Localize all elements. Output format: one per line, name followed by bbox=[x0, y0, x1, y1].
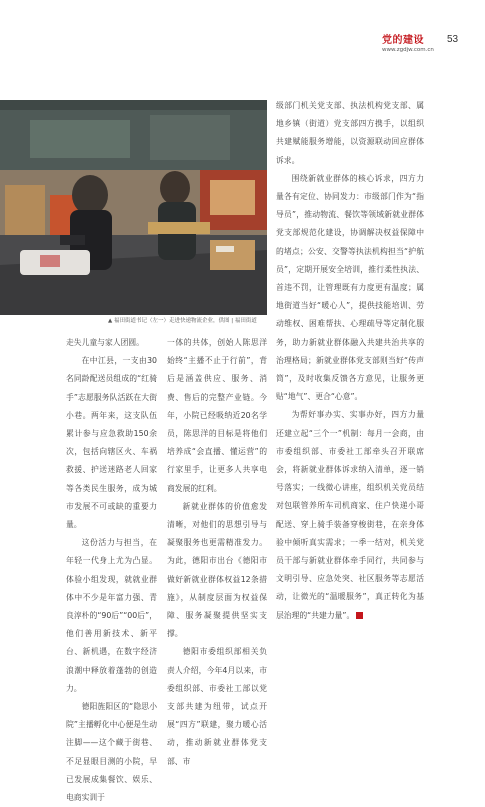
paragraph-text: 为帮好事办实、实事办好，四方力量还建立起“三个一”机制：每月一会商，由市委组织部、市委社工部牵头召开联席会，将新就业群体诉求纳入清单，逐一销号落实；一线微心讲座，组织机关党员结对包联管养所车司机商家、住户快递小哥配送、穿上骑手装备穿梭街巷，在亲身体验中倾听真实需求；一季一结对，机关党员干部与新就业群体牵手同行，共同参与文明引导、应急处突、社区服务等志愿活动，让微光的“温暖服务”，真正转化为基层治理的“共建力量”。 bbox=[276, 410, 424, 620]
paragraph: 围绕新就业群体的核心诉求，四方力量各有定位、协同发力：市级部门作为“指导员”，推动物流、餐饮等领域新就业群体党支部规范化建设，协调解决权益保障中的堵点；公安、交警等执法机构担当“护航员”，定期开展安全培训，推行柔性执法、首违不罚，让管理既有力度更有温度；属地街道当好“暖心人”，提供技能培训、劳动维权、困难帮扶、心理疏导等定制化服务，助力新就业群体融入共建共治共享的治理格局；新就业群体党支部则当好“传声筒”，及时收集反馈各方意见，让服务更贴“地气”、更合“心意”。 bbox=[276, 173, 424, 402]
article-column-1 bbox=[66, 334, 157, 807]
paragraph: 走失儿童与家人团圆。 bbox=[66, 338, 144, 347]
magazine-logo bbox=[382, 31, 436, 53]
page-header bbox=[0, 0, 485, 53]
end-mark-icon bbox=[356, 612, 363, 619]
article-column-2 bbox=[167, 334, 267, 771]
photo-caption: ▲ 福田街道书记（左一）走进快递物流企业，供图 | 福田街道 bbox=[108, 318, 257, 324]
article-photo bbox=[0, 100, 267, 315]
page-number: 53 bbox=[447, 34, 459, 45]
paragraph: 一体的共体，创始人陈思洋始终“主播不止于行前”，背后是涵盖供应、服务、消费、售后的完整产业链。今年，小院已经吸纳近20名学员，陈思洋的目标是将他们培养成“会直播、懂运营”的行家里手，让更多人共享电商发展的红利。 bbox=[167, 338, 267, 493]
paragraph: 级部门机关党支部、执法机构党支部、属地乡镇（街道）党支部四方携手，以组织共建赋能服务增能，以资源联动回应群体诉求。 bbox=[276, 101, 424, 165]
photo-illustration bbox=[0, 100, 267, 315]
paragraph: 德阳市委组织部相关负责人介绍，今年4月以来，市委组织部、市委社工部以党支部共建为纽带，试点开展“四方”联建，聚力暖心活动，推动新就业群体党支部、市 bbox=[167, 647, 267, 766]
magazine-url: www.zgdjw.com.cn bbox=[382, 47, 434, 53]
paragraph: 新就业群体的价值愈发清晰，对他们的思想引导与凝聚服务也更需精准发力。为此，德阳市出台《德阳市做好新就业群体权益12条措施》，从制度层面为权益保障、服务凝聚提供坚实支撑。 bbox=[167, 501, 267, 639]
paragraph: 在中江县，一支由30名同龄配送员组成的“红骑手”志愿服务队活跃在大街小巷。两年来，这支队伍累计参与应急救助150余次，包括向辖区火、车祸救援、护送迷路老人回家等各类民生服务，成为城市发展不可或缺的重要力量。 bbox=[66, 356, 157, 530]
article-column-3 bbox=[276, 97, 424, 625]
paragraph: 德阳旌阳区的“隐思小院”主播孵化中心便是生动注脚——这个藏于街巷、不足显眼目测的小院，早已发展成集餐饮、娱乐、电商实训于 bbox=[66, 702, 157, 803]
paragraph bbox=[276, 406, 424, 624]
magazine-title: 党的建设 bbox=[382, 35, 424, 46]
paragraph: 这份活力与担当，在年轻一代身上尤为凸显。体验小组发现，就就业群体中不少是年富力强、青良淳朴的“90后”“00后”，他们善用新技术、新平台、新机遇，在数字经济浪潮中释放着蓬勃的创造力。 bbox=[66, 538, 157, 693]
